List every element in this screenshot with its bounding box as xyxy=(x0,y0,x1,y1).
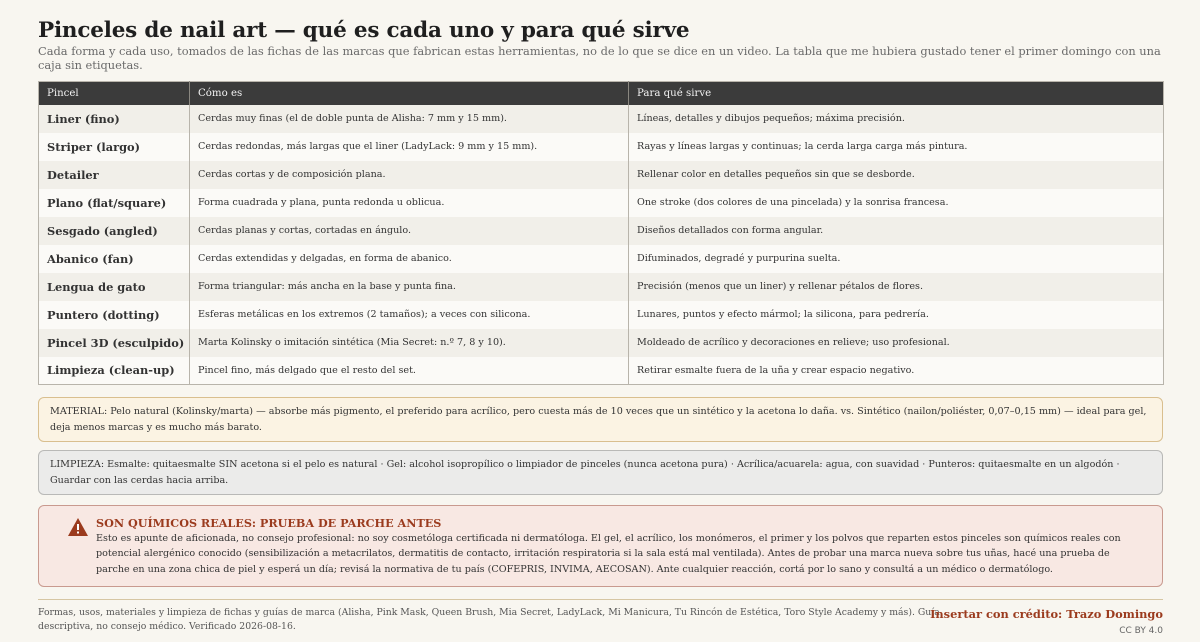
brush-use: Diseños detallados con forma angular. xyxy=(629,217,1164,245)
brush-description: Marta Kolinsky o imitación sintética (Mia Secret: n.º 7, 8 y 10). xyxy=(190,329,629,357)
brush-description: Forma cuadrada y plana, punta redonda u oblicua. xyxy=(190,189,629,217)
page-subtitle: Cada forma y cada uso, tomados de las fichas de las marcas que fabrican estas herramientas, no de lo que se dice en un video. La tabla que me hubiera gustado tener el primer domingo con una caja sin etiquetas. xyxy=(38,44,1161,72)
brush-description: Forma triangular: más ancha en la base y punta fina. xyxy=(190,273,629,301)
brush-description: Esferas metálicas en los extremos (2 tamaños); a veces con silicona. xyxy=(190,301,629,329)
page xyxy=(38,18,1163,587)
table-row xyxy=(39,133,1164,161)
brush-use: Retirar esmalte fuera de la uña y crear espacio negativo. xyxy=(629,357,1164,385)
column-header-use: Para qué sirve xyxy=(629,82,1164,105)
footer-sources: Formas, usos, materiales y limpieza de fichas y guías de marca (Alisha, Pink Mask, Queen Brush, Mia Secret, LadyLack, Mi Manicura, Tu Rincón de Estética, Toro Style Academy y más). Guía descriptiva, no consejo médico. Verificado 2026-08-16. xyxy=(38,607,940,632)
brush-use: Líneas, detalles y dibujos pequeños; máxima precisión. xyxy=(629,105,1164,133)
column-header-brush: Pincel xyxy=(39,82,190,105)
brush-description: Cerdas muy finas (el de doble punta de Alisha: 7 mm y 15 mm). xyxy=(190,105,629,133)
table-row xyxy=(39,329,1164,357)
license-badge: CC BY 4.0 xyxy=(1119,626,1163,636)
brush-use: One stroke (dos colores de una pincelada) y la sonrisa francesa. xyxy=(629,189,1164,217)
table-row xyxy=(39,301,1164,329)
table-row xyxy=(39,357,1164,385)
brush-name: Abanico (fan) xyxy=(39,245,190,273)
brush-name: Striper (largo) xyxy=(39,133,190,161)
brush-name: Detailer xyxy=(39,161,190,189)
brush-use: Precisión (menos que un liner) y rellenar pétalos de flores. xyxy=(629,273,1164,301)
brush-description: Cerdas cortas y de composición plana. xyxy=(190,161,629,189)
brush-use: Moldeado de acrílico y decoraciones en relieve; uso profesional. xyxy=(629,329,1164,357)
warning-body: Esto es apunte de aficionada, no consejo profesional: no soy cosmetóloga certificada ni dermatóloga. El gel, el acrílico, los monómeros, el primer y los polvos que reparten estos pinceles son químicos reales con potencial alergénico conocido (sensibilización a metacrilatos, dermatitis de contacto, irritación respiratoria si la sala está mal ventilada). Antes de probar una marca nueva sobre tus uñas, hacé una prueba de parche en una zona chica de piel y esperá un día; revisá la normativa de tu país (COFEPRIS, INVIMA, AECOSAN). Ante cualquier reacción, cortá por lo sano y consultá a un médico o dermatólogo. xyxy=(96,533,1121,575)
table-row xyxy=(39,189,1164,217)
cleaning-note: LIMPIEZA: Esmalte: quitaesmalte SIN acetona si el pelo es natural · Gel: alcohol isopropílico o limpiador de pinceles (nunca acetona pura) · Acrílica/acuarela: agua, con suavidad · Punteros: quitaesmalte en un algodón · Guardar con las cerdas hacia arriba. xyxy=(38,450,1163,495)
table-row xyxy=(39,161,1164,189)
table-row xyxy=(39,105,1164,133)
brush-name: Sesgado (angled) xyxy=(39,217,190,245)
material-note: MATERIAL: Pelo natural (Kolinsky/marta) — absorbe más pigmento, el preferido para acrílico, pero cuesta más de 10 veces que un sintético y la acetona lo daña. vs. Sintético (nailon/poliéster, 0,07–0,15 mm) — ideal para gel, deja menos marcas y es mucho más barato. xyxy=(38,397,1163,442)
brush-use: Rellenar color en detalles pequeños sin que se desborde. xyxy=(629,161,1164,189)
brush-use: Rayas y líneas largas y continuas; la cerda larga carga más pintura. xyxy=(629,133,1164,161)
table-row xyxy=(39,217,1164,245)
table-row xyxy=(39,245,1164,273)
brush-use: Lunares, puntos y efecto mármol; la silicona, para pedrería. xyxy=(629,301,1164,329)
footer-credit: Insertar con crédito: Trazo Domingo xyxy=(930,607,1163,621)
page-title: Pinceles de nail art — qué es cada uno y para qué sirve xyxy=(38,18,690,43)
column-header-description: Cómo es xyxy=(190,82,629,105)
warning-title: SON QUÍMICOS REALES: PRUEBA DE PARCHE ANTES xyxy=(96,516,442,530)
table-row xyxy=(39,273,1164,301)
brush-name: Liner (fino) xyxy=(39,105,190,133)
brush-description: Cerdas planas y cortas, cortadas en ángulo. xyxy=(190,217,629,245)
brush-table xyxy=(38,81,1164,385)
brush-use: Difuminados, degradé y purpurina suelta. xyxy=(629,245,1164,273)
warning-triangle-icon xyxy=(67,517,89,537)
footer xyxy=(38,599,1163,636)
brush-name: Pincel 3D (esculpido) xyxy=(39,329,190,357)
brush-name: Plano (flat/square) xyxy=(39,189,190,217)
warning-box xyxy=(38,505,1163,587)
table-header-row xyxy=(39,82,1164,105)
brush-name: Puntero (dotting) xyxy=(39,301,190,329)
brush-name: Lengua de gato xyxy=(39,273,190,301)
brush-description: Cerdas redondas, más largas que el liner (LadyLack: 9 mm y 15 mm). xyxy=(190,133,629,161)
brush-description: Pincel fino, más delgado que el resto del set. xyxy=(190,357,629,385)
brush-name: Limpieza (clean-up) xyxy=(39,357,190,385)
brush-description: Cerdas extendidas y delgadas, en forma de abanico. xyxy=(190,245,629,273)
